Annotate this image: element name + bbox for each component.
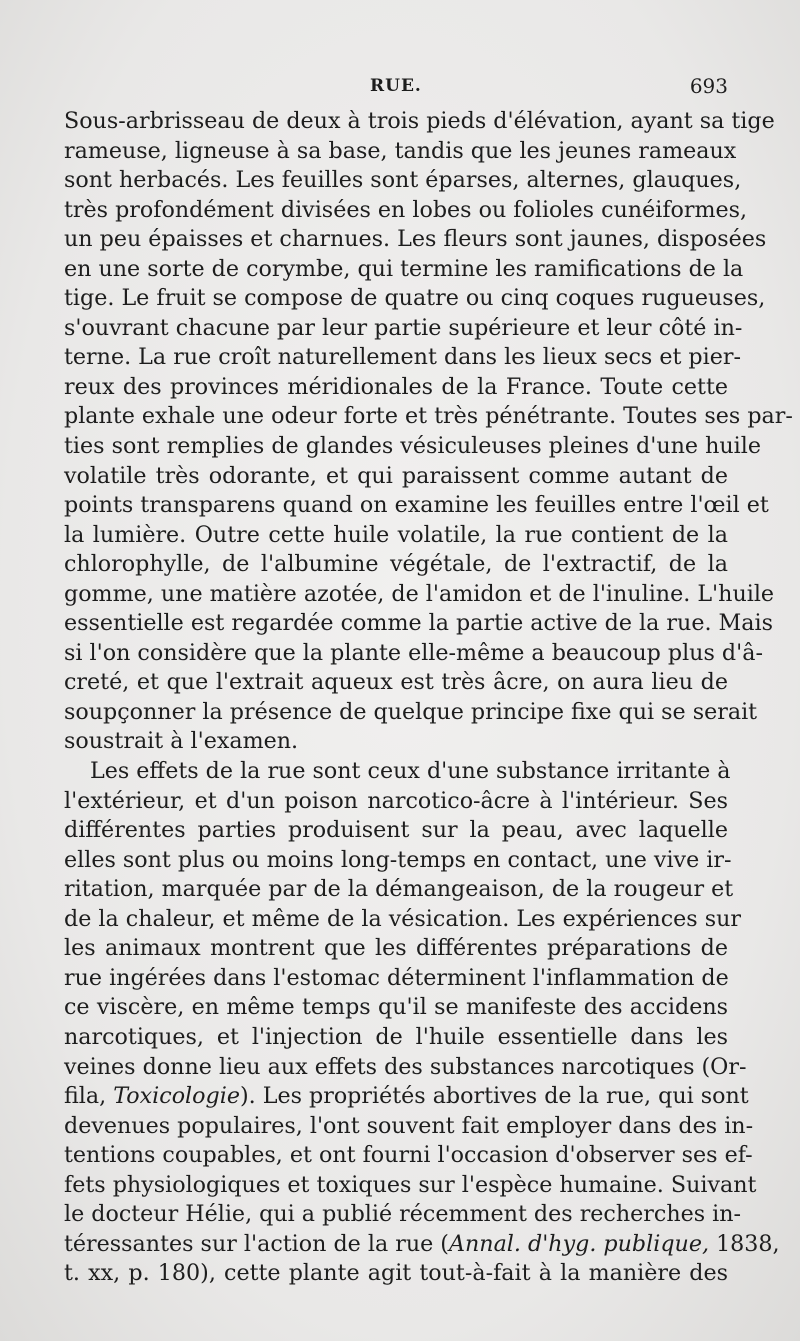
body-text: [64, 107, 793, 1289]
text-line: tentions coupables, et ont fourni l'occasion d'observer ses ef-: [64, 1142, 753, 1169]
text-line: [64, 1230, 780, 1260]
page-header: [64, 74, 728, 102]
text-line: ce viscère, en même temps qu'il se manifeste des accidens: [64, 994, 728, 1021]
text-line: chlorophylle, de l'albumine végétale, de l'extractif, de la: [64, 551, 728, 578]
text-line: sont herbacés. Les feuilles sont éparses, alternes, glauques,: [64, 167, 742, 194]
text-line: Les effets de la rue sont ceux d'une substance irritante à: [90, 758, 731, 785]
running-head: RUE.: [370, 76, 422, 96]
text-line: reux des provinces méridionales de la France. Toute cette: [64, 373, 728, 400]
text-line: elles sont plus ou moins long-temps en contact, une vive ir-: [64, 846, 732, 873]
text-line: soustrait à l'examen.: [64, 728, 299, 755]
text-line: tige. Le fruit se compose de quatre ou cinq coques rugueuses,: [64, 285, 766, 312]
text-line: narcotiques, et l'injection de l'huile essentielle dans les: [64, 1023, 728, 1050]
text-line: le docteur Hélie, qui a publié récemment des recherches in-: [64, 1201, 742, 1228]
text-line: l'extérieur, et d'un poison narcotico-âcre à l'intérieur. Ses: [64, 787, 728, 814]
text-fragment: fila,: [64, 1083, 114, 1110]
text-line: veines donne lieu aux effets des substances narcotiques (Or-: [64, 1053, 747, 1080]
text-line: différentes parties produisent sur la peau, avec laquelle: [64, 817, 728, 844]
text-line: ritation, marquée par de la démangeaison, de la rougeur et: [64, 876, 734, 903]
text-line: essentielle est regardée comme la partie active de la rue. Mais: [64, 610, 773, 637]
text-line: t. xx, p. 180), cette plante agit tout-à-fait à la manière des: [64, 1260, 728, 1287]
italic-citation: Toxicologie: [113, 1083, 240, 1110]
text-line: terne. La rue croît naturellement dans les lieux secs et pier-: [64, 344, 741, 371]
text-line: gomme, une matière azotée, de l'amidon et de l'inuline. L'huile: [64, 580, 775, 607]
text-fragment: 1838,: [709, 1230, 780, 1257]
text-line: devenues populaires, l'ont souvent fait employer dans des in-: [64, 1112, 754, 1139]
text-line: creté, et que l'extrait aqueux est très âcre, on aura lieu de: [64, 669, 728, 696]
paragraph-1: [64, 107, 793, 757]
text-line: ties sont remplies de glandes vésiculeuses pleines d'une huile: [64, 433, 761, 460]
text-line: points transparens quand on examine les feuilles entre l'œil et: [64, 492, 769, 519]
text-line: rue ingérées dans l'estomac déterminent l'inflammation de: [64, 964, 729, 991]
text-line: en une sorte de corymbe, qui termine les ramifications de la: [64, 255, 744, 282]
page-number: 693: [689, 74, 728, 98]
text-fragment: ). Les propriétés abortives de la rue, qui sont: [239, 1083, 749, 1110]
italic-citation: Annal. d'hyg. publique,: [448, 1230, 710, 1257]
text-line: soupçonner la présence de quelque principe fixe qui se serait: [64, 698, 758, 725]
text-line: de la chaleur, et même de la vésication. Les expériences sur: [64, 905, 741, 932]
text-line: s'ouvrant chacune par leur partie supérieure et leur côté in-: [64, 314, 743, 341]
text-line: si l'on considère que la plante elle-même a beaucoup plus d'â-: [64, 639, 763, 666]
text-line: volatile très odorante, et qui paraissent comme autant de: [64, 462, 728, 489]
text-line: fets physiologiques et toxiques sur l'espèce humaine. Suivant: [64, 1171, 757, 1198]
text-line: [64, 1082, 749, 1112]
text-line: très profondément divisées en lobes ou folioles cunéiformes,: [64, 196, 748, 223]
paragraph-2: [64, 757, 780, 1289]
text-fragment: téressantes sur l'action de la rue (: [64, 1230, 449, 1257]
text-line: un peu épaisses et charnues. Les fleurs sont jaunes, disposées: [64, 226, 767, 253]
text-line: rameuse, ligneuse à sa base, tandis que les jeunes rameaux: [64, 137, 737, 164]
text-line: la lumière. Outre cette huile volatile, la rue contient de la: [64, 521, 728, 548]
text-line: Sous-arbrisseau de deux à trois pieds d'élévation, ayant sa tige: [64, 108, 775, 134]
text-line: plante exhale une odeur forte et très pénétrante. Toutes ses par-: [64, 403, 793, 430]
text-line: les animaux montrent que les différentes préparations de: [64, 935, 728, 962]
